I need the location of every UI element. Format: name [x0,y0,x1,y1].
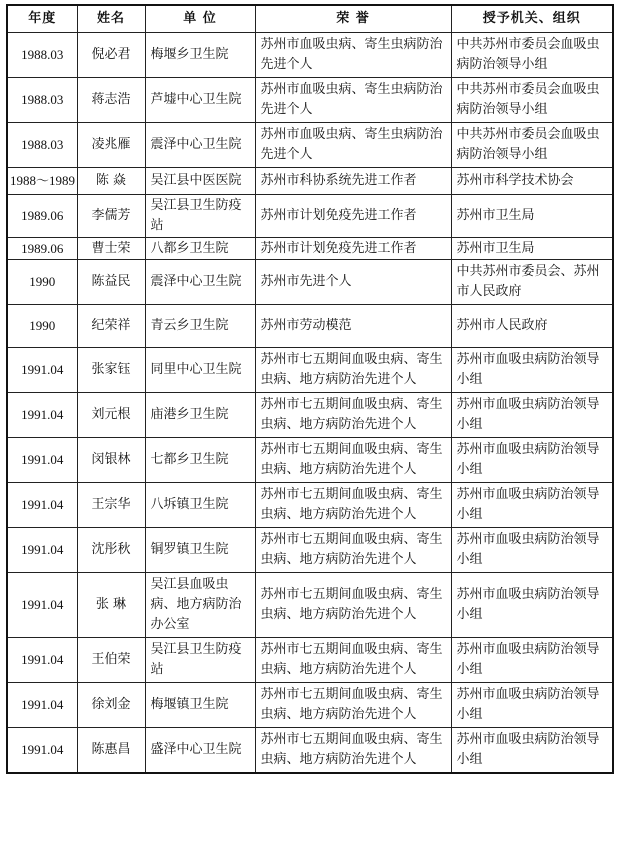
cell-year: 1991.04 [7,683,77,728]
table-row [7,728,613,774]
cell-year: 1988.03 [7,123,77,168]
cell-name: 张 琳 [77,573,145,638]
cell-name: 陈 焱 [77,168,145,195]
header-honor: 荣 誉 [255,5,451,33]
cell-honor: 苏州市先进个人 [255,260,451,305]
cell-grantor: 苏州市人民政府 [451,305,613,348]
cell-honor: 苏州市七五期间血吸虫病、寄生虫病、地方病防治先进个人 [255,348,451,393]
table-row [7,573,613,638]
cell-name: 王宗华 [77,483,145,528]
cell-grantor: 苏州市血吸虫病防治领导小组 [451,348,613,393]
cell-year: 1989.06 [7,195,77,238]
cell-grantor: 苏州市血吸虫病防治领导小组 [451,483,613,528]
cell-year: 1991.04 [7,393,77,438]
cell-unit: 青云乡卫生院 [145,305,255,348]
cell-honor: 苏州市科协系统先进工作者 [255,168,451,195]
cell-name: 张家钰 [77,348,145,393]
cell-unit: 八坼镇卫生院 [145,483,255,528]
cell-honor: 苏州市七五期间血吸虫病、寄生虫病、地方病防治先进个人 [255,728,451,774]
table-row [7,78,613,123]
table-row [7,123,613,168]
table-row [7,238,613,260]
table-row [7,260,613,305]
cell-honor: 苏州市血吸虫病、寄生虫病防治先进个人 [255,123,451,168]
cell-grantor: 苏州市卫生局 [451,195,613,238]
cell-unit: 梅堰镇卫生院 [145,683,255,728]
cell-unit: 震泽中心卫生院 [145,260,255,305]
cell-honor: 苏州市七五期间血吸虫病、寄生虫病、地方病防治先进个人 [255,483,451,528]
cell-unit: 吴江县中医医院 [145,168,255,195]
cell-grantor: 苏州市血吸虫病防治领导小组 [451,638,613,683]
cell-name: 纪荣祥 [77,305,145,348]
cell-year: 1991.04 [7,728,77,774]
honors-table [6,4,614,774]
cell-honor: 苏州市计划免疫先进工作者 [255,195,451,238]
cell-unit: 七都乡卫生院 [145,438,255,483]
table-row [7,195,613,238]
cell-year: 1991.04 [7,573,77,638]
cell-year: 1988～1989 [7,168,77,195]
cell-honor: 苏州市七五期间血吸虫病、寄生虫病、地方病防治先进个人 [255,683,451,728]
cell-honor: 苏州市七五期间血吸虫病、寄生虫病、地方病防治先进个人 [255,573,451,638]
cell-unit: 吴江县卫生防疫站 [145,638,255,683]
cell-unit: 梅堰乡卫生院 [145,33,255,78]
cell-year: 1990 [7,260,77,305]
table-row [7,638,613,683]
cell-grantor: 苏州市血吸虫病防治领导小组 [451,728,613,774]
table-row [7,483,613,528]
cell-year: 1991.04 [7,348,77,393]
table-row [7,33,613,78]
cell-honor: 苏州市七五期间血吸虫病、寄生虫病、地方病防治先进个人 [255,393,451,438]
cell-honor: 苏州市七五期间血吸虫病、寄生虫病、地方病防治先进个人 [255,528,451,573]
cell-grantor: 中共苏州市委员会血吸虫病防治领导小组 [451,33,613,78]
cell-grantor: 中共苏州市委员会血吸虫病防治领导小组 [451,78,613,123]
cell-name: 曹士荣 [77,238,145,260]
cell-unit: 庙港乡卫生院 [145,393,255,438]
cell-grantor: 苏州市血吸虫病防治领导小组 [451,683,613,728]
cell-name: 陈益民 [77,260,145,305]
cell-year: 1991.04 [7,638,77,683]
cell-year: 1991.04 [7,438,77,483]
cell-name: 陈惠昌 [77,728,145,774]
cell-honor: 苏州市血吸虫病、寄生虫病防治先进个人 [255,33,451,78]
table-row [7,168,613,195]
cell-name: 闵银林 [77,438,145,483]
cell-name: 刘元根 [77,393,145,438]
cell-year: 1991.04 [7,528,77,573]
cell-grantor: 苏州市血吸虫病防治领导小组 [451,393,613,438]
header-unit: 单 位 [145,5,255,33]
cell-unit: 八都乡卫生院 [145,238,255,260]
cell-year: 1990 [7,305,77,348]
honors-table-container [6,4,612,774]
cell-year: 1991.04 [7,483,77,528]
cell-name: 凌兆雁 [77,123,145,168]
cell-unit: 芦墟中心卫生院 [145,78,255,123]
table-header-row [7,5,613,33]
cell-grantor: 苏州市科学技术协会 [451,168,613,195]
header-name: 姓名 [77,5,145,33]
cell-name: 徐刘金 [77,683,145,728]
cell-honor: 苏州市计划免疫先进工作者 [255,238,451,260]
cell-honor: 苏州市七五期间血吸虫病、寄生虫病、地方病防治先进个人 [255,638,451,683]
cell-honor: 苏州市血吸虫病、寄生虫病防治先进个人 [255,78,451,123]
table-row [7,348,613,393]
cell-name: 王伯荣 [77,638,145,683]
cell-grantor: 苏州市血吸虫病防治领导小组 [451,438,613,483]
cell-name: 倪必君 [77,33,145,78]
table-row [7,438,613,483]
cell-honor: 苏州市七五期间血吸虫病、寄生虫病、地方病防治先进个人 [255,438,451,483]
cell-grantor: 苏州市血吸虫病防治领导小组 [451,528,613,573]
header-grantor: 授予机关、组织 [451,5,613,33]
cell-unit: 同里中心卫生院 [145,348,255,393]
table-row [7,528,613,573]
cell-year: 1989.06 [7,238,77,260]
cell-unit: 盛泽中心卫生院 [145,728,255,774]
cell-grantor: 中共苏州市委员会血吸虫病防治领导小组 [451,123,613,168]
cell-grantor: 中共苏州市委员会、苏州市人民政府 [451,260,613,305]
header-year: 年度 [7,5,77,33]
cell-year: 1988.03 [7,33,77,78]
cell-unit: 铜罗镇卫生院 [145,528,255,573]
cell-grantor: 苏州市卫生局 [451,238,613,260]
cell-unit: 吴江县血吸虫病、地方病防治办公室 [145,573,255,638]
cell-grantor: 苏州市血吸虫病防治领导小组 [451,573,613,638]
cell-year: 1988.03 [7,78,77,123]
cell-unit: 震泽中心卫生院 [145,123,255,168]
cell-name: 沈彤秋 [77,528,145,573]
cell-unit: 吴江县卫生防疫站 [145,195,255,238]
table-row [7,305,613,348]
cell-honor: 苏州市劳动模范 [255,305,451,348]
table-row [7,393,613,438]
cell-name: 蒋志浩 [77,78,145,123]
cell-name: 李儒芳 [77,195,145,238]
table-row [7,683,613,728]
